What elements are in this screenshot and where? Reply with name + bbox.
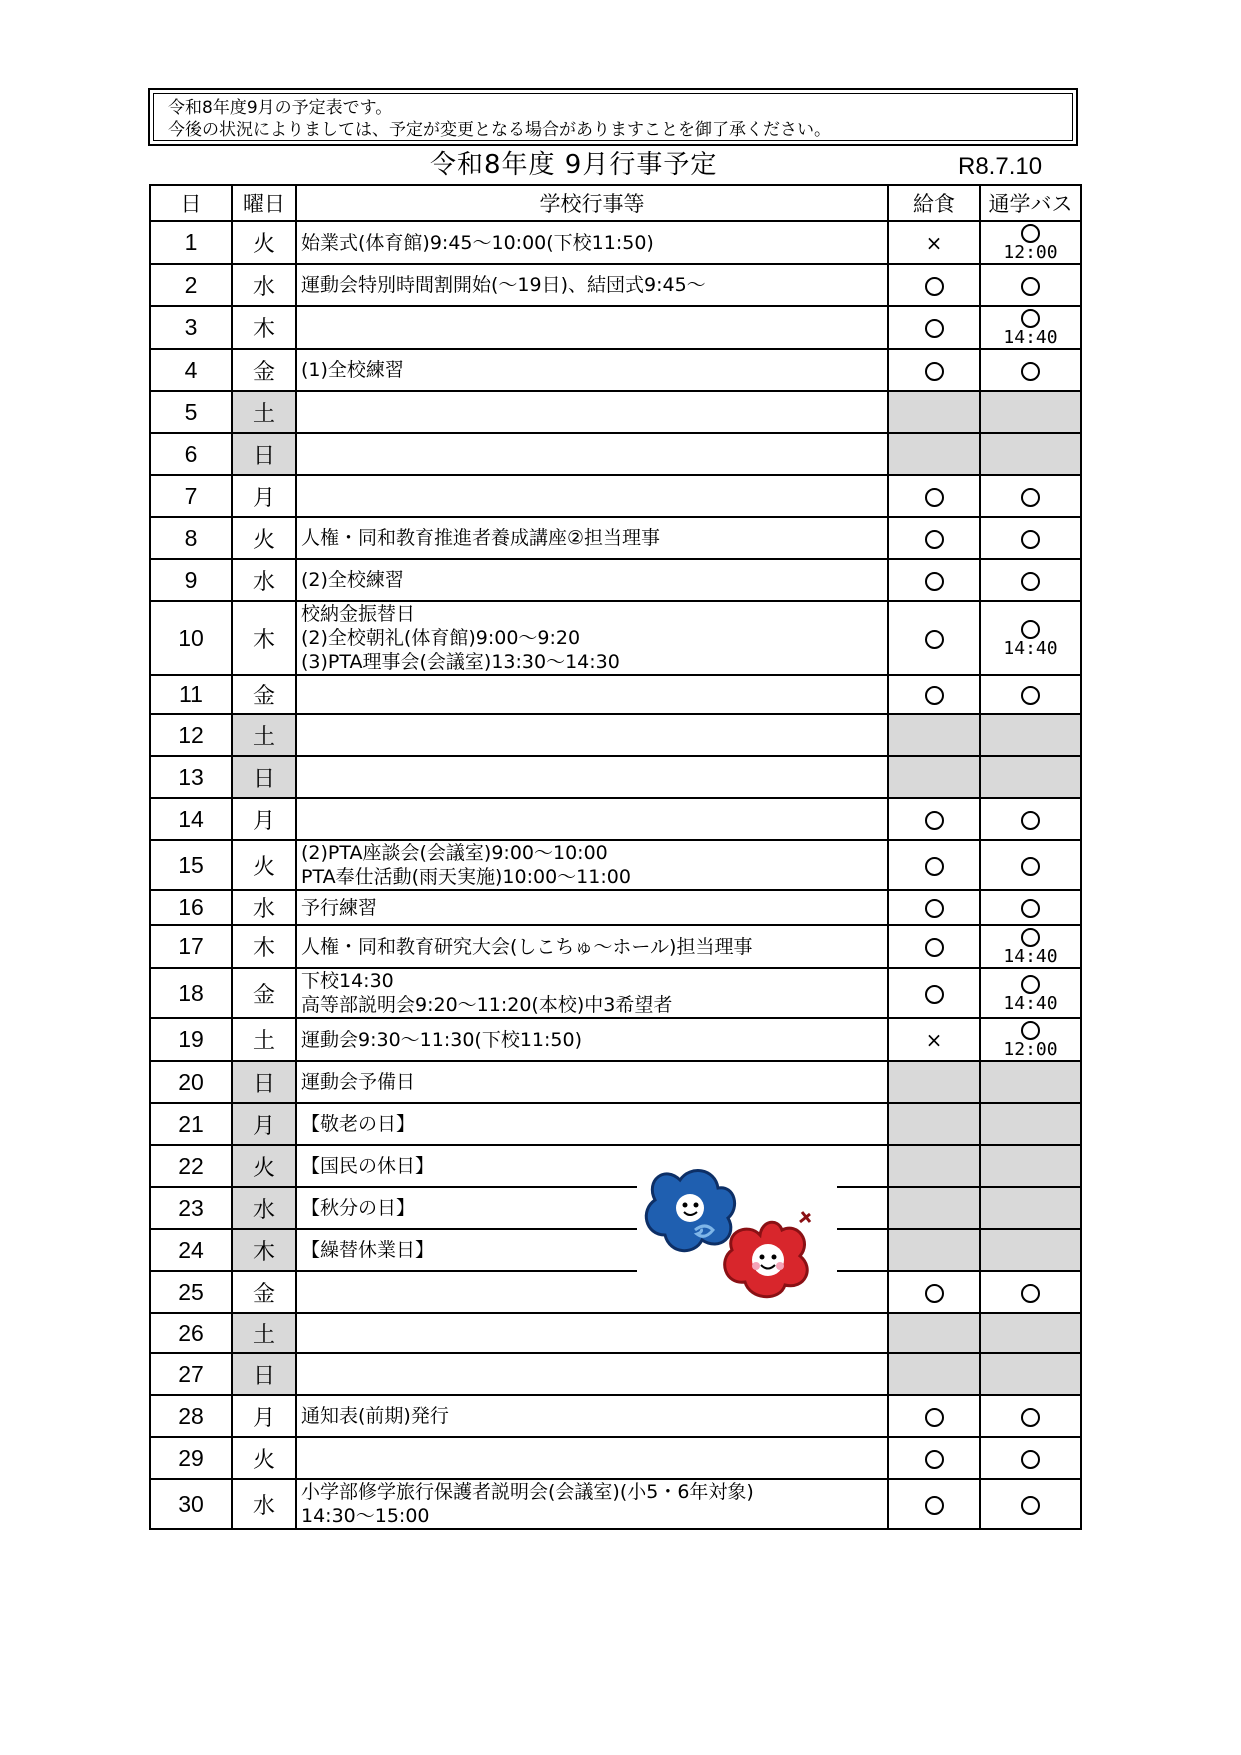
table-row — [150, 756, 1081, 798]
events-cell — [296, 559, 888, 601]
meal-cell — [888, 517, 980, 559]
meal-cell — [888, 1313, 980, 1353]
weekday-cell: 木 — [232, 925, 296, 968]
meal-cell — [888, 840, 980, 890]
meal-cell — [888, 714, 980, 756]
events-cell — [296, 475, 888, 517]
table-row — [150, 559, 1081, 601]
day-cell: 20 — [150, 1061, 232, 1103]
meal-circle-mark — [925, 811, 944, 830]
event-line: 運動会9:30～11:30(下校11:50) — [301, 1028, 583, 1051]
meal-circle-mark — [925, 530, 944, 549]
bus-cell — [980, 925, 1081, 968]
meal-cross-mark: × — [925, 230, 943, 255]
blue-mascot — [646, 1171, 734, 1251]
bus-cell — [980, 1187, 1081, 1229]
day-cell: 12 — [150, 714, 232, 756]
day-cell: 28 — [150, 1395, 232, 1437]
meal-cell — [888, 433, 980, 475]
events-cell — [296, 1479, 888, 1529]
day-cell: 27 — [150, 1353, 232, 1395]
table-row — [150, 1353, 1081, 1395]
bus-cell — [980, 264, 1081, 306]
day-cell: 17 — [150, 925, 232, 968]
meal-circle-mark — [925, 1450, 944, 1469]
events-cell — [296, 1061, 888, 1103]
table-row — [150, 475, 1081, 517]
bus-cell — [980, 1353, 1081, 1395]
meal-cell — [888, 798, 980, 840]
bus-cell — [980, 968, 1081, 1018]
revision-date: R8.7.10 — [958, 153, 1043, 180]
bus-circle-mark — [1021, 362, 1040, 381]
table-row — [150, 890, 1081, 925]
events-cell — [296, 1103, 888, 1145]
weekday-cell: 水 — [232, 890, 296, 925]
events-cell — [296, 675, 888, 714]
header-row — [150, 185, 1081, 221]
day-cell: 25 — [150, 1271, 232, 1313]
weekday-cell: 火 — [232, 221, 296, 264]
day-cell: 30 — [150, 1479, 232, 1529]
bus-cell — [980, 433, 1081, 475]
bus-circle-mark — [1021, 1450, 1040, 1469]
event-line: PTA奉仕活動(雨天実施)10:00～11:00 — [301, 866, 631, 888]
bus-circle-mark — [1021, 620, 1040, 639]
meal-circle-mark — [925, 1408, 944, 1427]
events-cell — [296, 925, 888, 968]
events-cell — [296, 601, 888, 675]
day-cell: 18 — [150, 968, 232, 1018]
schedule-body — [150, 221, 1081, 1529]
day-cell: 16 — [150, 890, 232, 925]
meal-cell — [888, 1187, 980, 1229]
weekday-cell: 水 — [232, 1479, 296, 1529]
events-cell — [296, 264, 888, 306]
weekday-cell: 土 — [232, 1018, 296, 1061]
table-row — [150, 1061, 1081, 1103]
meal-cell — [888, 391, 980, 433]
header-day: 日 — [150, 185, 232, 221]
table-row — [150, 517, 1081, 559]
event-line: 人権・同和教育推進者養成講座②担当理事 — [301, 527, 661, 549]
weekday-cell: 火 — [232, 1437, 296, 1479]
bus-cell — [980, 306, 1081, 349]
schedule-table — [149, 184, 1082, 1530]
table-row — [150, 1271, 1081, 1313]
weekday-cell: 水 — [232, 264, 296, 306]
bus-circle-mark — [1021, 1284, 1040, 1303]
header-bus: 通学バス — [980, 185, 1081, 221]
meal-cell — [888, 1103, 980, 1145]
table-row — [150, 1479, 1081, 1529]
notice-line-1: 令和8年度9月の予定表です。 — [168, 98, 393, 118]
table-row — [150, 1187, 1081, 1229]
weekday-cell: 月 — [232, 1103, 296, 1145]
red-mascot — [725, 1212, 810, 1297]
bus-circle-mark — [1021, 277, 1040, 296]
table-row — [150, 1437, 1081, 1479]
day-cell: 15 — [150, 840, 232, 890]
event-line: (2)PTA座談会(会議室)9:00～10:00 — [301, 842, 608, 864]
event-line: 【繰替休業日】 — [301, 1239, 435, 1261]
day-cell: 2 — [150, 264, 232, 306]
event-line: 【国民の休日】 — [301, 1155, 435, 1177]
meal-circle-mark — [925, 572, 944, 591]
bus-circle-mark — [1021, 309, 1040, 328]
weekday-cell: 金 — [232, 1271, 296, 1313]
table-row — [150, 601, 1081, 675]
bus-cell — [980, 391, 1081, 433]
weekday-cell: 日 — [232, 1353, 296, 1395]
bus-cell — [980, 475, 1081, 517]
bus-circle-mark — [1021, 224, 1040, 243]
weekday-cell: 木 — [232, 601, 296, 675]
meal-cross-mark: × — [925, 1027, 943, 1052]
meal-cell — [888, 675, 980, 714]
weekday-cell: 土 — [232, 391, 296, 433]
bus-cell — [980, 1313, 1081, 1353]
weekday-cell: 火 — [232, 1145, 296, 1187]
event-line: 予行練習 — [301, 896, 378, 919]
notice-box — [148, 88, 1078, 146]
meal-cell — [888, 1229, 980, 1271]
meal-circle-mark — [925, 362, 944, 381]
meal-circle-mark — [925, 1496, 944, 1515]
bus-cell — [980, 840, 1081, 890]
meal-cell — [888, 1061, 980, 1103]
events-cell — [296, 1018, 888, 1061]
event-line: 小学部修学旅行保護者説明会(会議室)(小5・6年対象) — [301, 1481, 754, 1503]
bus-cell — [980, 890, 1081, 925]
events-cell — [296, 1353, 888, 1395]
day-cell: 29 — [150, 1437, 232, 1479]
weekday-cell: 土 — [232, 1313, 296, 1353]
bus-circle-mark — [1021, 1021, 1040, 1040]
meal-cell — [888, 1479, 980, 1529]
weekday-cell: 金 — [232, 968, 296, 1018]
events-cell — [296, 433, 888, 475]
table-row — [150, 433, 1081, 475]
bus-cell — [980, 1479, 1081, 1529]
bus-cell — [980, 1061, 1081, 1103]
meal-circle-mark — [925, 857, 944, 876]
day-cell: 5 — [150, 391, 232, 433]
meal-circle-mark — [925, 1284, 944, 1303]
bus-cell — [980, 601, 1081, 675]
day-cell: 11 — [150, 675, 232, 714]
meal-circle-mark — [925, 488, 944, 507]
table-row — [150, 840, 1081, 890]
bus-cell — [980, 221, 1081, 264]
table-row — [150, 798, 1081, 840]
weekday-cell: 火 — [232, 517, 296, 559]
bus-cell — [980, 1145, 1081, 1187]
day-cell: 13 — [150, 756, 232, 798]
event-line: 運動会予備日 — [301, 1071, 416, 1093]
event-line: (1)全校練習 — [301, 359, 404, 381]
bus-cell — [980, 1437, 1081, 1479]
weekday-cell: 水 — [232, 1187, 296, 1229]
events-cell — [296, 840, 888, 890]
table-row — [150, 1313, 1081, 1353]
day-cell: 22 — [150, 1145, 232, 1187]
table-row — [150, 1229, 1081, 1271]
bus-time: 12:00 — [1003, 242, 1058, 263]
table-row — [150, 264, 1081, 306]
day-cell: 26 — [150, 1313, 232, 1353]
header-meal: 給食 — [888, 185, 980, 221]
event-line: (2)全校朝礼(体育館)9:00～9:20 — [301, 627, 581, 649]
event-line: 下校14:30 — [301, 970, 394, 992]
meal-cell — [888, 1018, 980, 1061]
meal-cell — [888, 925, 980, 968]
meal-circle-mark — [925, 686, 944, 705]
bus-cell — [980, 756, 1081, 798]
meal-circle-mark — [925, 938, 944, 957]
header-weekday: 曜日 — [232, 185, 296, 221]
bus-circle-mark — [1021, 686, 1040, 705]
bus-time: 14:40 — [1003, 637, 1058, 659]
events-cell — [296, 890, 888, 925]
day-cell: 9 — [150, 559, 232, 601]
mascot-illustration — [640, 1160, 840, 1320]
table-row — [150, 221, 1081, 264]
header-events: 学校行事等 — [296, 185, 888, 221]
events-cell — [296, 1437, 888, 1479]
table-row — [150, 1103, 1081, 1145]
weekday-cell: 日 — [232, 433, 296, 475]
bus-time: 12:00 — [1003, 1039, 1058, 1060]
event-line: 【敬老の日】 — [301, 1113, 416, 1135]
table-row — [150, 1145, 1081, 1187]
weekday-cell: 日 — [232, 756, 296, 798]
bus-circle-mark — [1021, 975, 1040, 994]
event-line: 運動会特別時間割開始(～19日)、結団式9:45～ — [301, 274, 706, 296]
meal-cell — [888, 349, 980, 391]
table-row — [150, 306, 1081, 349]
event-line: 通知表(前期)発行 — [301, 1405, 449, 1427]
meal-cell — [888, 264, 980, 306]
bus-circle-mark — [1021, 857, 1040, 876]
meal-cell — [888, 306, 980, 349]
event-line: 【秋分の日】 — [301, 1197, 416, 1219]
bus-cell — [980, 349, 1081, 391]
meal-cell — [888, 968, 980, 1018]
event-line: 高等部説明会9:20～11:20(本校)中3希望者 — [301, 994, 673, 1016]
meal-cell — [888, 1353, 980, 1395]
meal-circle-mark — [925, 277, 944, 296]
meal-cell — [888, 559, 980, 601]
table-row — [150, 968, 1081, 1018]
events-cell — [296, 1395, 888, 1437]
bus-circle-mark — [1021, 572, 1040, 591]
table-row — [150, 925, 1081, 968]
weekday-cell: 土 — [232, 714, 296, 756]
table-row — [150, 1018, 1081, 1061]
weekday-cell: 水 — [232, 559, 296, 601]
event-line: 人権・同和教育研究大会(しこちゅ～ホール)担当理事 — [301, 935, 753, 958]
weekday-cell: 日 — [232, 1061, 296, 1103]
day-cell: 7 — [150, 475, 232, 517]
day-cell: 4 — [150, 349, 232, 391]
table-row — [150, 391, 1081, 433]
day-cell: 19 — [150, 1018, 232, 1061]
meal-cell — [888, 475, 980, 517]
notice-line-2: 今後の状況によりましては、予定が変更となる場合がありますことを御了承ください。 — [168, 120, 831, 140]
table-row — [150, 349, 1081, 391]
day-cell: 23 — [150, 1187, 232, 1229]
events-cell — [296, 349, 888, 391]
events-cell — [296, 517, 888, 559]
day-cell: 24 — [150, 1229, 232, 1271]
table-row — [150, 1395, 1081, 1437]
day-cell: 21 — [150, 1103, 232, 1145]
bus-time: 14:40 — [1003, 327, 1058, 348]
page-title: 令和8年度 9月行事予定 — [430, 150, 718, 180]
event-line: 校納金振替日 — [301, 603, 416, 625]
meal-circle-mark — [925, 630, 944, 649]
event-line: (3)PTA理事会(会議室)13:30～14:30 — [301, 651, 620, 673]
meal-cell — [888, 1395, 980, 1437]
bus-cell — [980, 1103, 1081, 1145]
events-cell — [296, 798, 888, 840]
bus-cell — [980, 675, 1081, 714]
weekday-cell: 火 — [232, 840, 296, 890]
weekday-cell: 月 — [232, 1395, 296, 1437]
bus-cell — [980, 1229, 1081, 1271]
bus-cell — [980, 1018, 1081, 1061]
meal-circle-mark — [925, 899, 944, 918]
bus-circle-mark — [1021, 811, 1040, 830]
day-cell: 14 — [150, 798, 232, 840]
events-cell — [296, 714, 888, 756]
meal-cell — [888, 221, 980, 264]
event-line: 始業式(体育館)9:45～10:00(下校11:50) — [301, 231, 654, 254]
bus-cell — [980, 559, 1081, 601]
bus-cell — [980, 1271, 1081, 1313]
bus-cell — [980, 798, 1081, 840]
table-row — [150, 675, 1081, 714]
day-cell: 1 — [150, 221, 232, 264]
meal-cell — [888, 1145, 980, 1187]
meal-circle-mark — [925, 319, 944, 338]
bus-time: 14:40 — [1003, 992, 1058, 1014]
weekday-cell: 金 — [232, 349, 296, 391]
bus-circle-mark — [1021, 928, 1040, 947]
events-cell — [296, 756, 888, 798]
events-cell — [296, 306, 888, 349]
meal-cell — [888, 1437, 980, 1479]
meal-cell — [888, 756, 980, 798]
day-cell: 10 — [150, 601, 232, 675]
bus-circle-mark — [1021, 1408, 1040, 1427]
table-row — [150, 714, 1081, 756]
meal-cell — [888, 1271, 980, 1313]
bus-cell — [980, 517, 1081, 559]
day-cell: 8 — [150, 517, 232, 559]
weekday-cell: 月 — [232, 475, 296, 517]
weekday-cell: 金 — [232, 675, 296, 714]
day-cell: 3 — [150, 306, 232, 349]
weekday-cell: 木 — [232, 306, 296, 349]
bus-circle-mark — [1021, 1496, 1040, 1515]
events-cell — [296, 968, 888, 1018]
day-cell: 6 — [150, 433, 232, 475]
weekday-cell: 月 — [232, 798, 296, 840]
bus-circle-mark — [1021, 488, 1040, 507]
bus-circle-mark — [1021, 899, 1040, 918]
event-line: 14:30～15:00 — [301, 1505, 430, 1527]
meal-cell — [888, 890, 980, 925]
weekday-cell: 木 — [232, 1229, 296, 1271]
event-line: (2)全校練習 — [301, 569, 404, 591]
bus-circle-mark — [1021, 530, 1040, 549]
events-cell — [296, 221, 888, 264]
events-cell — [296, 391, 888, 433]
bus-time: 14:40 — [1003, 946, 1058, 967]
bus-cell — [980, 714, 1081, 756]
meal-cell — [888, 601, 980, 675]
bus-cell — [980, 1395, 1081, 1437]
meal-circle-mark — [925, 985, 944, 1004]
